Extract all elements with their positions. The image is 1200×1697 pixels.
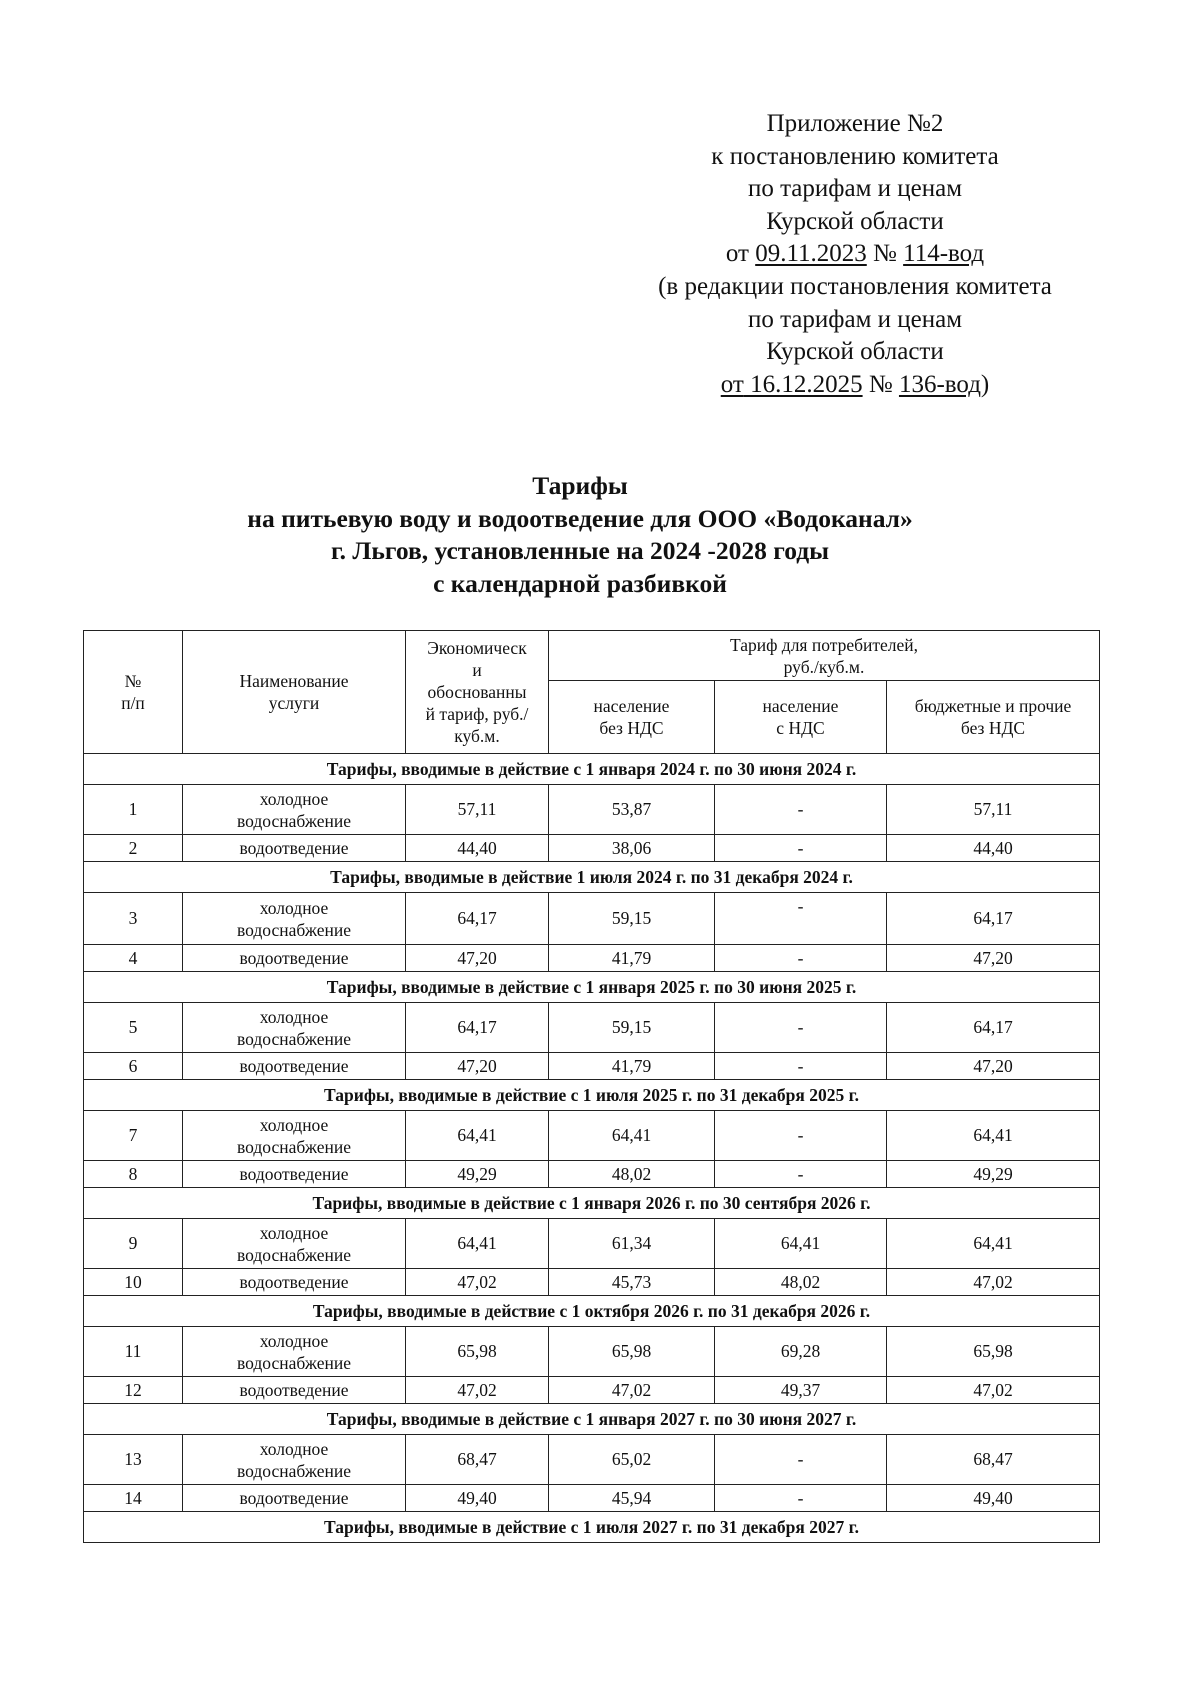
cell-budget: 49,40 xyxy=(887,1485,1100,1512)
header-pop-vat-line-1: население xyxy=(762,696,839,716)
cell-economic: 64,17 xyxy=(406,893,549,945)
cell-pop-no-vat: 65,02 xyxy=(549,1435,715,1485)
cell-pop-vat: 48,02 xyxy=(715,1269,887,1296)
header-num xyxy=(84,631,183,754)
appendix-from-label-2: от xyxy=(720,370,744,398)
section-row xyxy=(84,754,1100,785)
cell-economic: 68,47 xyxy=(406,1435,549,1485)
cell-num: 6 xyxy=(84,1053,183,1080)
cell-pop-no-vat: 47,02 xyxy=(549,1377,715,1404)
cell-service: водоотведение xyxy=(183,1269,406,1296)
section-row xyxy=(84,972,1100,1003)
cell-pop-no-vat: 61,34 xyxy=(549,1219,715,1269)
appendix-close-paren: ) xyxy=(980,370,990,398)
appendix-line-3: по тарифам и ценам xyxy=(747,175,963,203)
cell-service-line-2: водоснабжение xyxy=(237,1352,351,1373)
cell-budget: 49,29 xyxy=(887,1161,1100,1188)
cell-budget: 47,02 xyxy=(887,1377,1100,1404)
section-row xyxy=(84,1188,1100,1219)
cell-economic: 47,02 xyxy=(406,1269,549,1296)
section-row xyxy=(84,862,1100,893)
appendix-line-9 xyxy=(620,369,1090,402)
cell-budget: 64,41 xyxy=(887,1219,1100,1269)
table-row xyxy=(84,945,1100,972)
appendix-line-1: Приложение №2 xyxy=(766,110,944,137)
appendix-original-number: 114-вод xyxy=(903,240,985,268)
cell-num: 9 xyxy=(84,1219,183,1269)
cell-budget: 64,17 xyxy=(887,893,1100,945)
table-row xyxy=(84,1161,1100,1188)
cell-pop-vat: - xyxy=(715,1111,887,1161)
cell-pop-no-vat: 41,79 xyxy=(549,945,715,972)
header-consumer-tariff xyxy=(549,631,1100,681)
header-service-line-1: Наименование xyxy=(239,671,349,691)
section-title: Тарифы, вводимые в действие с 1 января 2026 г. по 30 сентября 2026 г. xyxy=(84,1188,1100,1219)
cell-num: 12 xyxy=(84,1377,183,1404)
header-pop-no-vat-line-2: без НДС xyxy=(599,718,664,738)
cell-budget: 47,20 xyxy=(887,1053,1100,1080)
cell-pop-no-vat: 45,94 xyxy=(549,1485,715,1512)
header-budget-line-2: без НДС xyxy=(960,718,1026,738)
header-consumer-line-2: руб./куб.м. xyxy=(783,656,865,677)
appendix-line-5 xyxy=(620,238,1090,271)
tariff-table-header xyxy=(84,631,1100,754)
table-row xyxy=(84,1377,1100,1404)
cell-service-line-1: холодное xyxy=(259,1222,329,1243)
cell-pop-vat: - xyxy=(715,1053,887,1080)
cell-num: 1 xyxy=(84,785,183,835)
cell-budget: 68,47 xyxy=(887,1435,1100,1485)
cell-num: 10 xyxy=(84,1269,183,1296)
header-economic-line-4: й тариф, руб./ xyxy=(425,704,529,724)
table-row xyxy=(84,893,1100,945)
cell-economic: 49,29 xyxy=(406,1161,549,1188)
cell-service-line-2: водоснабжение xyxy=(237,1136,351,1157)
cell-pop-no-vat: 65,98 xyxy=(549,1327,715,1377)
cell-pop-no-vat: 48,02 xyxy=(549,1161,715,1188)
appendix-original-date: 09.11.2023 xyxy=(755,240,867,268)
cell-service-line-2: водоснабжение xyxy=(237,1244,351,1265)
cell-service-line-2: водоснабжение xyxy=(237,1460,351,1481)
cell-economic: 44,40 xyxy=(406,835,549,862)
cell-service: водоотведение xyxy=(183,1485,406,1512)
cell-service-line-2: водоснабжение xyxy=(237,1028,351,1049)
appendix-line-7: по тарифам и ценам xyxy=(747,305,963,333)
cell-service-line-1: холодное xyxy=(259,1438,329,1459)
table-row xyxy=(84,1219,1100,1269)
header-service xyxy=(183,631,406,754)
section-row xyxy=(84,1080,1100,1111)
appendix-revision-date: 16.12.2025 xyxy=(743,370,863,398)
header-service-line-2: услуги xyxy=(268,693,320,713)
cell-service xyxy=(183,1003,406,1053)
cell-service-line-1: холодное xyxy=(259,1006,329,1027)
cell-pop-vat: 64,41 xyxy=(715,1219,887,1269)
cell-pop-no-vat: 64,41 xyxy=(549,1111,715,1161)
cell-num: 2 xyxy=(84,835,183,862)
cell-service: водоотведение xyxy=(183,1377,406,1404)
header-economic-line-3: обоснованны xyxy=(427,682,527,702)
cell-num: 4 xyxy=(84,945,183,972)
cell-service xyxy=(183,785,406,835)
header-pop-vat-line-2: с НДС xyxy=(776,718,825,738)
section-row xyxy=(84,1296,1100,1327)
cell-budget: 65,98 xyxy=(887,1327,1100,1377)
cell-budget: 44,40 xyxy=(887,835,1100,862)
cell-service-line-1: холодное xyxy=(259,897,329,918)
header-num-line-2: п/п xyxy=(121,693,145,713)
section-row xyxy=(84,1512,1100,1543)
appendix-block xyxy=(620,108,1090,401)
cell-pop-no-vat: 38,06 xyxy=(549,835,715,862)
cell-pop-vat: - xyxy=(715,1435,887,1485)
table-row xyxy=(84,1111,1100,1161)
cell-service-line-1: холодное xyxy=(259,1330,329,1351)
section-title: Тарифы, вводимые в действие с 1 января 2025 г. по 30 июня 2025 г. xyxy=(84,972,1100,1003)
cell-pop-vat: - xyxy=(715,1003,887,1053)
cell-num: 7 xyxy=(84,1111,183,1161)
cell-pop-vat: 49,37 xyxy=(715,1377,887,1404)
appendix-line-6: (в редакции постановления комитета xyxy=(658,272,1052,300)
cell-economic: 64,41 xyxy=(406,1111,549,1161)
cell-pop-vat: - xyxy=(715,1161,887,1188)
cell-service-line-1: холодное xyxy=(259,788,329,809)
cell-num: 5 xyxy=(84,1003,183,1053)
cell-budget: 57,11 xyxy=(887,785,1100,835)
cell-economic: 47,02 xyxy=(406,1377,549,1404)
cell-num: 11 xyxy=(84,1327,183,1377)
section-title: Тарифы, вводимые в действие с 1 января 2027 г. по 30 июня 2027 г. xyxy=(84,1404,1100,1435)
cell-pop-no-vat: 59,15 xyxy=(549,893,715,945)
cell-service: водоотведение xyxy=(183,1161,406,1188)
section-title: Тарифы, вводимые в действие с 1 января 2024 г. по 30 июня 2024 г. xyxy=(84,754,1100,785)
table-row xyxy=(84,1435,1100,1485)
table-row xyxy=(84,835,1100,862)
header-population-vat xyxy=(715,681,887,754)
header-consumer-line-1: Тариф для потребителей, xyxy=(729,634,919,655)
cell-budget: 47,02 xyxy=(887,1269,1100,1296)
document-title xyxy=(80,470,1080,600)
table-row xyxy=(84,1485,1100,1512)
section-title: Тарифы, вводимые в действие с 1 июля 2027 г. по 31 декабря 2027 г. xyxy=(84,1512,1100,1543)
appendix-line-2: к постановлению комитета xyxy=(711,142,999,170)
appendix-number-sign-2: № xyxy=(862,370,899,398)
tariff-table xyxy=(83,630,1100,1543)
title-line-1: Тарифы xyxy=(532,471,628,500)
table-row xyxy=(84,1053,1100,1080)
cell-economic: 57,11 xyxy=(406,785,549,835)
cell-economic: 64,17 xyxy=(406,1003,549,1053)
header-budget-line-1: бюджетные и прочие xyxy=(914,696,1072,716)
cell-num: 8 xyxy=(84,1161,183,1188)
cell-service-line-1: холодное xyxy=(259,1114,329,1135)
cell-service: водоотведение xyxy=(183,945,406,972)
cell-service: водоотведение xyxy=(183,1053,406,1080)
cell-service xyxy=(183,1435,406,1485)
cell-num: 13 xyxy=(84,1435,183,1485)
cell-economic: 64,41 xyxy=(406,1219,549,1269)
cell-service xyxy=(183,1327,406,1377)
cell-num: 14 xyxy=(84,1485,183,1512)
title-line-4: с календарной разбивкой xyxy=(433,568,727,598)
cell-pop-no-vat: 53,87 xyxy=(549,785,715,835)
cell-pop-no-vat: 41,79 xyxy=(549,1053,715,1080)
cell-pop-no-vat: 45,73 xyxy=(549,1269,715,1296)
cell-service-line-2: водоснабжение xyxy=(237,919,351,940)
cell-budget: 64,17 xyxy=(887,1003,1100,1053)
appendix-number-sign: № xyxy=(866,240,904,268)
cell-economic: 47,20 xyxy=(406,1053,549,1080)
cell-service-line-2: водоснабжение xyxy=(237,810,351,831)
table-row xyxy=(84,1327,1100,1377)
cell-pop-vat: - xyxy=(715,893,887,945)
cell-budget: 47,20 xyxy=(887,945,1100,972)
header-num-line-1: № xyxy=(124,671,142,691)
cell-pop-vat: - xyxy=(715,835,887,862)
header-economic-line-2: и xyxy=(472,660,482,680)
cell-num: 3 xyxy=(84,893,183,945)
cell-service xyxy=(183,1219,406,1269)
cell-service xyxy=(183,1111,406,1161)
section-title: Тарифы, вводимые в действие с 1 июля 2025 г. по 31 декабря 2025 г. xyxy=(84,1080,1100,1111)
title-line-3: г. Льгов, установленные на 2024 -2028 годы xyxy=(330,536,830,565)
cell-service xyxy=(183,893,406,945)
header-economic-line-1: Экономическ xyxy=(427,638,527,658)
cell-budget: 64,41 xyxy=(887,1111,1100,1161)
cell-economic: 65,98 xyxy=(406,1327,549,1377)
table-row xyxy=(84,1003,1100,1053)
cell-pop-no-vat: 59,15 xyxy=(549,1003,715,1053)
cell-pop-vat: - xyxy=(715,1485,887,1512)
cell-pop-vat: - xyxy=(715,945,887,972)
appendix-from-label: от xyxy=(725,240,756,268)
header-economic-line-5: куб.м. xyxy=(454,726,500,746)
section-row xyxy=(84,1404,1100,1435)
header-budget-other xyxy=(887,681,1100,754)
header-population-no-vat xyxy=(549,681,715,754)
header-economic-tariff xyxy=(406,631,549,754)
tariff-table-body xyxy=(84,754,1100,1543)
table-row xyxy=(84,785,1100,835)
section-title: Тарифы, вводимые в действие с 1 октября 2026 г. по 31 декабря 2026 г. xyxy=(84,1296,1100,1327)
section-title: Тарифы, вводимые в действие 1 июля 2024 г. по 31 декабря 2024 г. xyxy=(84,862,1100,893)
header-pop-no-vat-line-1: население xyxy=(593,696,670,716)
appendix-revision-number: 136-вод xyxy=(898,370,981,398)
appendix-line-4: Курской области xyxy=(766,207,944,235)
cell-economic: 47,20 xyxy=(406,945,549,972)
cell-economic: 49,40 xyxy=(406,1485,549,1512)
appendix-line-8: Курской области xyxy=(766,338,944,366)
title-line-2: на питьевую воду и водоотведение для ООО «Водоканал» xyxy=(247,503,913,533)
cell-pop-vat: 69,28 xyxy=(715,1327,887,1377)
table-row xyxy=(84,1269,1100,1296)
cell-service: водоотведение xyxy=(183,835,406,862)
cell-pop-vat: - xyxy=(715,785,887,835)
